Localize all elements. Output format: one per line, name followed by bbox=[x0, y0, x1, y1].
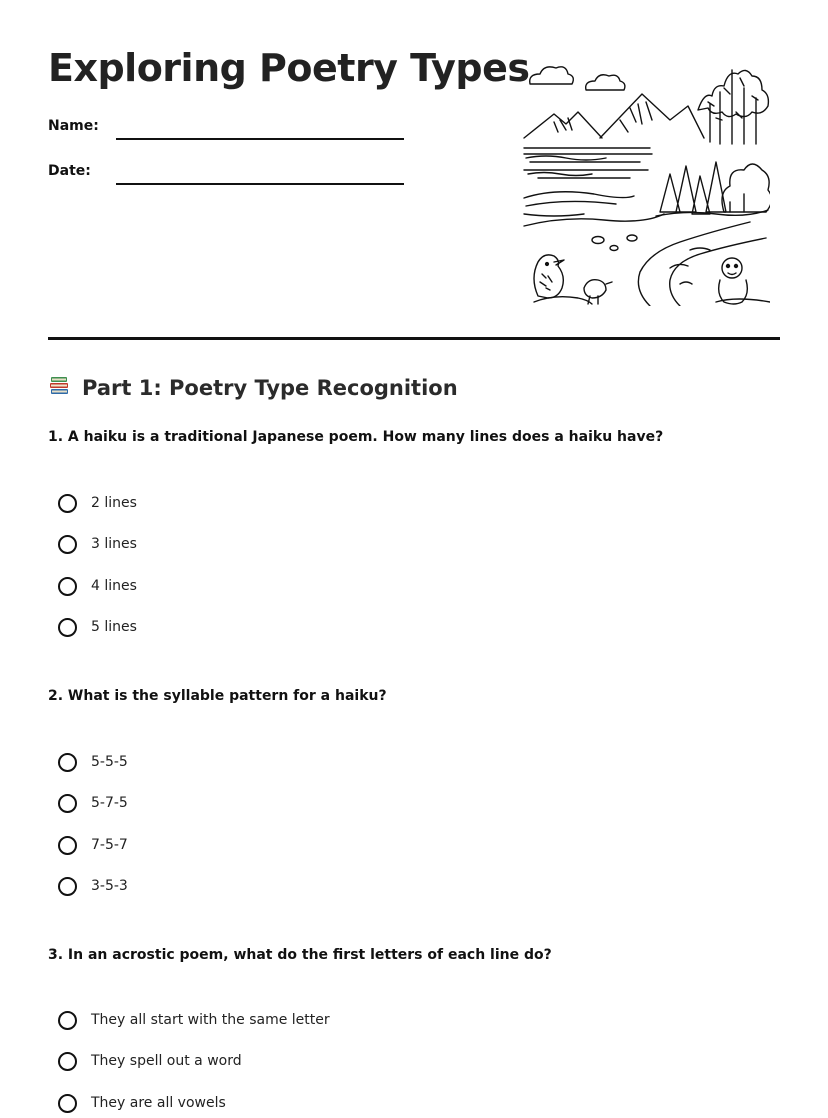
question-2: 2. What is the syllable pattern for a haiku? bbox=[48, 688, 387, 704]
option-label: They spell out a word bbox=[91, 1053, 242, 1069]
question-3: 3. In an acrostic poem, what do the first letters of each line do? bbox=[48, 947, 552, 963]
radio-button[interactable] bbox=[58, 1011, 77, 1030]
q2-option-4[interactable] bbox=[58, 874, 128, 898]
radio-button[interactable] bbox=[58, 535, 77, 554]
option-label: 5 lines bbox=[91, 619, 137, 635]
q3-option-2[interactable] bbox=[58, 1049, 242, 1073]
radio-button[interactable] bbox=[58, 1052, 77, 1071]
q1-option-1[interactable] bbox=[58, 491, 137, 515]
option-label: 4 lines bbox=[91, 578, 137, 594]
radio-button[interactable] bbox=[58, 618, 77, 637]
option-label: 5-7-5 bbox=[91, 795, 128, 811]
name-blank-line[interactable] bbox=[116, 138, 404, 140]
section-divider bbox=[48, 337, 780, 340]
q1-option-3[interactable] bbox=[58, 574, 137, 598]
part1-heading bbox=[48, 374, 458, 400]
radio-button[interactable] bbox=[58, 494, 77, 513]
option-label: They all start with the same letter bbox=[91, 1012, 330, 1028]
books-icon bbox=[48, 374, 72, 398]
option-label: 3 lines bbox=[91, 536, 137, 552]
radio-button[interactable] bbox=[58, 577, 77, 596]
part1-title: Part 1: Poetry Type Recognition bbox=[82, 376, 458, 400]
date-label: Date: bbox=[48, 163, 91, 179]
name-field[interactable] bbox=[48, 118, 408, 142]
radio-button[interactable] bbox=[58, 836, 77, 855]
option-label: 5-5-5 bbox=[91, 754, 128, 770]
q3-option-3[interactable] bbox=[58, 1091, 226, 1115]
landscape-illustration bbox=[520, 62, 770, 306]
option-label: 3-5-3 bbox=[91, 878, 128, 894]
radio-button[interactable] bbox=[58, 794, 77, 813]
q1-option-2[interactable] bbox=[58, 532, 137, 556]
name-label: Name: bbox=[48, 118, 99, 134]
q2-option-3[interactable] bbox=[58, 833, 128, 857]
option-label: 2 lines bbox=[91, 495, 137, 511]
option-label: They are all vowels bbox=[91, 1095, 226, 1111]
q1-option-4[interactable] bbox=[58, 615, 137, 639]
question-1: 1. A haiku is a traditional Japanese poem. How many lines does a haiku have? bbox=[48, 429, 664, 445]
q2-option-1[interactable] bbox=[58, 750, 128, 774]
option-label: 7-5-7 bbox=[91, 837, 128, 853]
worksheet-title: Exploring Poetry Types bbox=[48, 46, 530, 90]
radio-button[interactable] bbox=[58, 877, 77, 896]
q3-option-1[interactable] bbox=[58, 1008, 330, 1032]
q2-option-2[interactable] bbox=[58, 791, 128, 815]
date-blank-line[interactable] bbox=[116, 183, 404, 185]
radio-button[interactable] bbox=[58, 1094, 77, 1113]
date-field[interactable] bbox=[48, 163, 408, 187]
radio-button[interactable] bbox=[58, 753, 77, 772]
